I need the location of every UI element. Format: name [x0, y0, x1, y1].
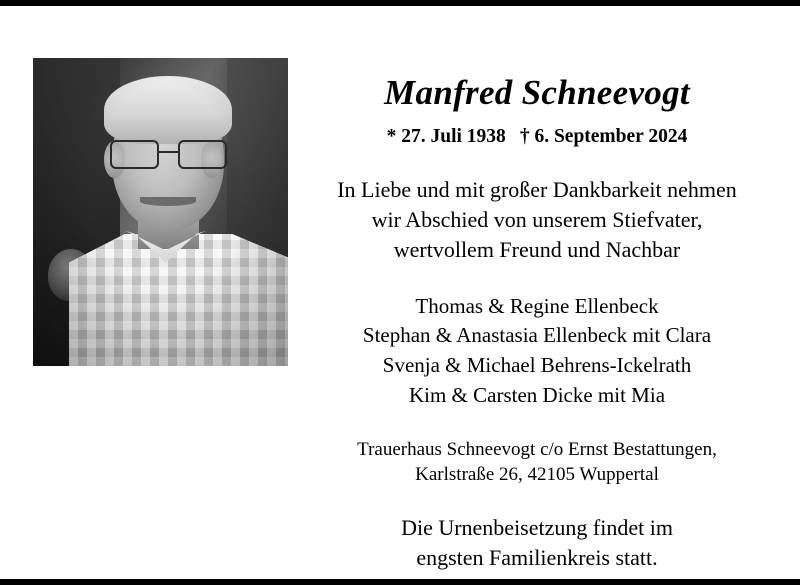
intro-paragraph: [298, 175, 776, 266]
mourning-house-address: [298, 437, 776, 488]
address-line: Trauerhaus Schneevogt c/o Ernst Bestattungen,: [357, 438, 717, 460]
closing-note: [298, 513, 776, 574]
family-line: Kim & Carsten Dicke mit Mia: [408, 383, 666, 408]
deceased-name: Manfred Schneevogt: [384, 73, 690, 112]
portrait-photo: [33, 58, 288, 366]
intro-line: wir Abschied von unserem Stiefvater,: [371, 206, 703, 232]
birth-date: * 27. Juli 1938: [386, 125, 506, 147]
death-date: † 6. September 2024: [519, 125, 688, 147]
life-dates: [298, 126, 776, 148]
obituary-inner: [0, 12, 800, 585]
family-line: Thomas & Regine Ellenbeck: [415, 293, 659, 318]
intro-line: In Liebe und mit großer Dankbarkeit nehmen: [337, 176, 737, 202]
family-list: [298, 292, 776, 411]
obituary-text-column: [288, 74, 800, 573]
address-line: Karlstraße 26, 42105 Wuppertal: [415, 464, 659, 486]
photo-vignette: [33, 58, 288, 366]
intro-line: wertvollem Freund und Nachbar: [393, 237, 681, 263]
portrait-container: [33, 58, 288, 366]
family-line: Stephan & Anastasia Ellenbeck mit Clara: [362, 323, 712, 348]
family-line: Svenja & Michael Behrens-Ickelrath: [382, 353, 692, 378]
closing-line: Die Urnenbeisetzung findet im: [401, 514, 673, 540]
closing-line: engsten Familienkreis statt.: [416, 545, 658, 571]
